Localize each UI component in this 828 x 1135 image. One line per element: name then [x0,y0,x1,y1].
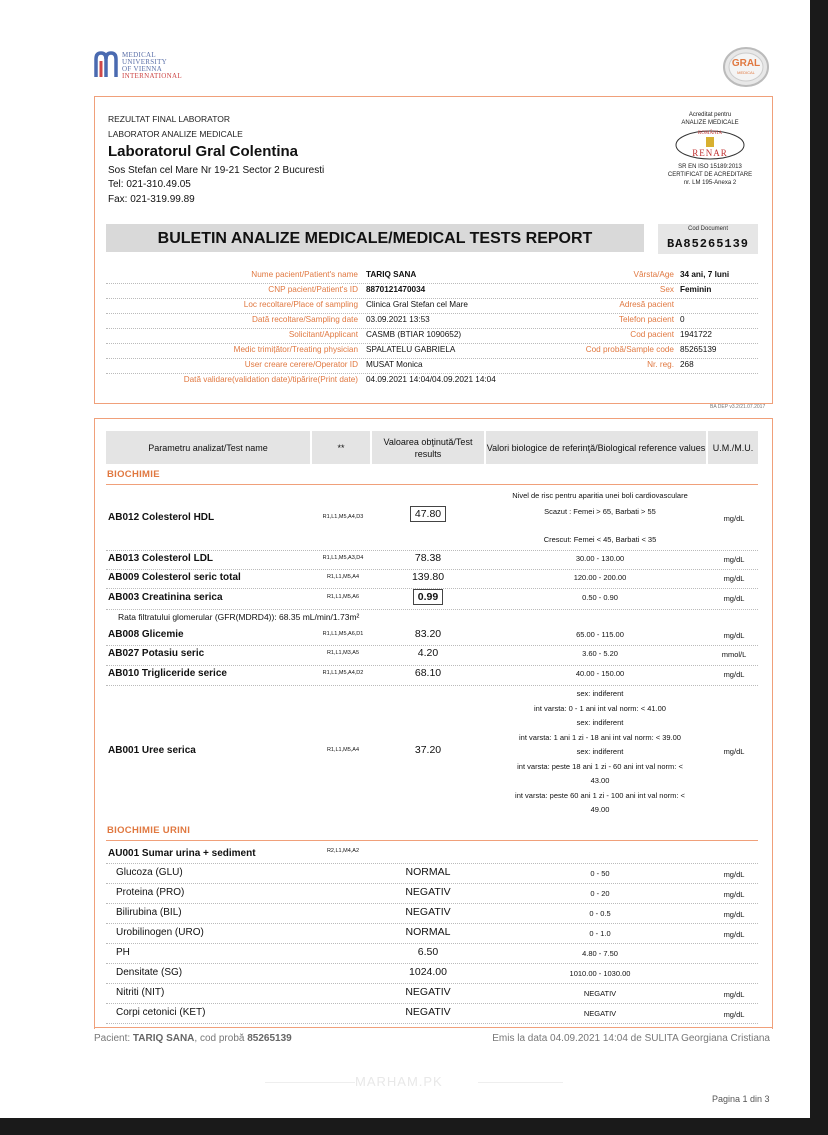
urine-test-value: NEGATIV [405,906,451,918]
test-row [106,589,758,610]
test-value: 139.80 [411,571,445,583]
lab-name: Laboratorul Gral Colentina [108,143,299,160]
urine-test-um: mg/dL [723,870,745,879]
accred-certificate: CERTIFICAT DE ACREDITARE [667,172,753,178]
urine-test-ref: NEGATIV [583,989,617,998]
validation-date-label: Dată validare(validation date)/tipărire(Print date) [183,375,358,384]
sample-code-label: Cod probă/Sample code [585,345,674,354]
urine-test-ref: NEGATIV [583,1009,617,1018]
accred-standard: SR EN ISO 15189:2013 [678,164,742,170]
lab-tel: Tel: 021-310.49.05 [108,179,191,190]
test-ref: 3.60 - 5.20 [582,649,618,658]
uree-codes: R1,L1,M5,A4 [326,747,360,753]
urine-test-ref: 0 - 0.5 [589,909,611,918]
test-um: mg/dL [723,594,745,603]
test-codes: R1,L1,M5,A6 [326,594,360,600]
test-row-uree [106,686,758,820]
test-um: mg/dL [723,555,745,564]
urine-test-value: 6.50 [417,946,439,958]
urine-group-name: AU001 Sumar urina + sediment [108,848,256,859]
urine-test-ref: 0 - 1.0 [589,929,611,938]
urine-test-ref: 1010.00 - 1030.00 [569,969,631,978]
gral-logo [722,46,770,88]
test-value: 83.20 [414,628,442,640]
test-row-hdl [106,486,758,551]
patient-phone-label: Telefon pacient [618,315,674,324]
footer-patient-prefix: Pacient: [94,1033,131,1044]
test-name: AB027 Potasiu seric [108,648,205,659]
urine-row [106,984,758,1004]
uree-ref-line: 43.00 [590,776,610,785]
accreditation-block [655,111,765,187]
test-ref: 40.00 - 150.00 [575,669,625,678]
test-codes: R1,L1,M5,A4 [326,574,360,580]
hdl-value [388,508,468,520]
muv-logo [94,50,194,82]
lab-address: Sos Stefan cel Mare Nr 19-21 Sector 2 Bucuresti [108,165,325,176]
col-header-star: ** [312,431,370,464]
patient-cnp-label: CNP pacient/Patient's ID [268,285,358,294]
test-name: AB003 Creatinina serica [108,592,223,603]
patient-name: TARIQ SANA [366,270,417,279]
reg-number: 268 [680,360,694,369]
patient-row-loc [106,298,758,314]
gral-logo-sub: MEDICAL [737,70,755,75]
urine-test-ref: 4.80 - 7.50 [582,949,618,958]
patient-row-applicant [106,328,758,344]
urine-test-value: NORMAL [405,866,451,878]
test-row [106,570,758,589]
test-row [106,551,758,570]
document-version: BA DEP v3.2/21.07.2017 [710,404,766,410]
urine-test-value: NORMAL [405,926,451,938]
watermark-line-left [265,1082,355,1083]
watermark-line-right [478,1082,563,1083]
test-um: mg/dL [723,631,745,640]
test-value: 4.20 [417,647,439,659]
section-divider [106,484,758,485]
physician-label: Medic trimițător/Treating physician [233,345,358,354]
test-row [106,627,758,646]
uree-ref-line: 49.00 [590,805,610,814]
uree-ref-line: sex: indiferent [576,747,624,756]
uree-ref-line: int varsta: 0 - 1 ani int val norm: < 41.00 [534,704,666,713]
renar-bottom-text: RENAR [692,148,728,158]
test-name: AB013 Colesterol LDL [108,553,214,564]
test-ref: 30.00 - 130.00 [575,554,625,563]
test-value: 78.38 [414,552,442,564]
accred-line-1: Acreditat pentru [688,112,732,118]
test-codes: R1,L1,M5,A3,D4 [322,555,364,561]
logo-line-2: UNIVERSITY [122,58,167,66]
patient-sex: Feminin [680,285,712,294]
section-biochimie-urini: BIOCHIMIE URINI [107,825,191,836]
uree-name: AB001 Uree serica [108,745,196,756]
test-codes: R1,L1,M5,A6,D1 [322,631,364,637]
lab-type: LABORATOR ANALIZE MEDICALE [108,129,243,139]
gral-logo-text: GRAL [731,58,761,69]
test-name: AB009 Colesterol seric total [108,572,241,583]
test-row [106,666,758,686]
logo-line-1: MEDICAL [122,51,156,59]
sampling-place: Clinica Gral Stefan cel Mare [366,300,468,309]
operator-label: User creare cerere/Operator ID [244,360,358,369]
urine-row [106,1004,758,1024]
lab-fax: Fax: 021-319.99.89 [108,194,195,205]
test-um: mmol/L [721,650,747,659]
hdl-ref-line-2: Scazut : Femei > 65, Barbati > 55 [544,507,656,516]
patient-phone: 0 [680,315,685,324]
patient-code: 1941722 [680,330,712,339]
result-type: REZULTAT FINAL LABORATOR [108,114,231,124]
urine-test-um: mg/dL [723,890,745,899]
gfr-note: Rata filtratului glomerular (GFR(MDRD4)): 68.35 mL/min/1.73m² [118,612,360,622]
sampling-date-label: Dată recoltare/Sampling date [251,315,358,324]
test-row [106,646,758,666]
urine-test-name: Bilirubina (BIL) [116,907,182,918]
applicant-label: Solicitant/Applicant [288,330,358,339]
patient-row-operator [106,358,758,374]
uree-ref-line: int varsta: peste 18 ani 1 zi - 60 ani int val norm: < [517,762,683,771]
test-ref: 0.50 - 0.90 [582,593,618,602]
urine-test-name: Densitate (SG) [116,967,183,978]
footer-cod-prefix: , cod probă [194,1033,245,1044]
hdl-codes: R1,L1,M5,A4,D3 [322,514,364,520]
urine-row [106,964,758,984]
urine-test-ref: 0 - 20 [590,889,610,898]
patient-age-label: Vârsta/Age [633,270,674,279]
urine-row [106,904,758,924]
uree-um: mg/dL [723,747,745,756]
page-number: Pagina 1 din 3 [712,1094,770,1104]
urine-test-name: Corpi cetonici (KET) [116,1007,206,1018]
test-ref: 65.00 - 115.00 [576,630,624,639]
urine-test-name: Urobilinogen (URO) [116,927,204,938]
hdl-ref-line-3: Crescut: Femei < 45, Barbati < 35 [543,535,657,544]
urine-test-ref: 0 - 50 [590,869,610,878]
urine-test-um: mg/dL [723,1010,745,1019]
report-title: BULETIN ANALIZE MEDICALE/MEDICAL TESTS REPORT [106,224,644,252]
footer-sample-code: 85265139 [247,1033,292,1044]
footer-patient [94,1033,292,1044]
urine-test-um: mg/dL [723,990,745,999]
urine-test-um: mg/dL [723,910,745,919]
urine-test-value: NEGATIV [405,886,451,898]
renar-top-text: ROMÂNIA [698,131,722,136]
urine-row [106,864,758,884]
creatinine-value-box: 0.99 [413,589,443,605]
patient-row-name [106,268,758,284]
patient-row-date [106,313,758,329]
urine-test-name: PH [116,947,130,958]
footer-rule [94,1027,772,1028]
applicant: CASMB (BTIAR 1090652) [366,330,462,339]
test-name: AB010 Trigliceride serice [108,668,227,679]
test-um: mg/dL [723,574,745,583]
sample-code: 85265139 [680,345,717,354]
col-header-ref: Valori biologice de referinţă/Biological reference values [486,431,706,464]
operator: MUSAT Monica [366,360,423,369]
renar-seal [674,129,746,161]
test-codes: R1,L1,M5,A4,D2 [322,670,364,676]
uree-ref-line: sex: indiferent [576,689,624,698]
uree-ref-line: int varsta: 1 ani 1 zi - 18 ani int val norm: < 39.00 [519,733,681,742]
urine-row [106,884,758,904]
muv-logo-icon [94,51,120,79]
urine-test-name: Nitriti (NIT) [116,987,165,998]
sampling-date: 03.09.2021 13:53 [366,315,430,324]
footer-issued: Emis la data 04.09.2021 14:04 de SULITA Georgiana Cristiana [492,1033,770,1044]
hdl-ref-line-1: Nivel de risc pentru aparitia unei boli cardiovasculare [512,491,688,500]
patient-age: 34 ani, 7 luni [680,270,730,279]
reg-number-label: Nr. reg. [647,360,674,369]
cod-document-value: BA85265139 [658,234,758,254]
urine-row [106,924,758,944]
logo-line-3: OF VIENNA [122,65,163,73]
accred-number: nr. LM 195-Anexa 2 [683,180,737,186]
urine-group-row [106,843,758,864]
urine-test-um: mg/dL [723,930,745,939]
patient-code-label: Cod pacient [630,330,674,339]
col-header-param: Parametru analizat/Test name [106,431,310,464]
uree-ref-line: int varsta: peste 60 ani 1 zi - 100 ani int val norm: < [515,791,685,800]
test-name: AB008 Glicemie [108,629,184,640]
patient-name-label: Nume pacient/Patient's name [251,270,358,279]
urine-row [106,944,758,964]
urine-test-name: Proteina (PRO) [116,887,185,898]
physician: SPALATELU GABRIELA [366,345,456,354]
test-value [388,591,468,603]
uree-ref-line: sex: indiferent [576,718,624,727]
test-um: mg/dL [723,670,745,679]
urine-test-value: NEGATIV [405,1006,451,1018]
patient-cnp: 8870121470034 [366,285,426,294]
urine-test-value: 1024.00 [409,966,447,978]
section-divider [106,840,758,841]
patient-sex-label: Sex [659,285,674,294]
validation-date: 04.09.2021 14:04/04.09.2021 14:04 [366,375,496,384]
hdl-name: AB012 Colesterol HDL [108,512,215,523]
cod-document-label: Cod Document [658,224,758,234]
urine-test-name: Glucoza (GLU) [116,867,183,878]
test-ref: 120.00 - 200.00 [573,573,627,582]
watermark: MARHAM.PK [355,1074,443,1089]
col-header-value: Valoarea obţinută/Test results [372,431,484,464]
urine-test-value: NEGATIV [405,986,451,998]
patient-row-physician [106,343,758,359]
hdl-value-box: 47.80 [410,506,446,522]
patient-address-label: Adresă pacient [619,300,674,309]
test-codes: R1,L1,M3,A5 [326,650,360,656]
section-biochimie: BIOCHIMIE [107,469,160,480]
uree-value: 37.20 [414,744,442,756]
hdl-um: mg/dL [723,514,745,523]
col-header-um: U.M./M.U. [708,431,758,464]
footer-patient-name: TARIQ SANA [132,1033,195,1044]
patient-row-cnp [106,283,758,299]
test-value: 68.10 [414,667,442,679]
sampling-place-label: Loc recoltare/Place of sampling [243,300,358,309]
urine-group-codes: R2,L1,M4,A2 [326,848,360,854]
patient-row-validation [106,373,758,388]
accred-line-2: ANALIZE MEDICALE [681,120,739,126]
logo-line-4: INTERNATIONAL [122,72,182,80]
